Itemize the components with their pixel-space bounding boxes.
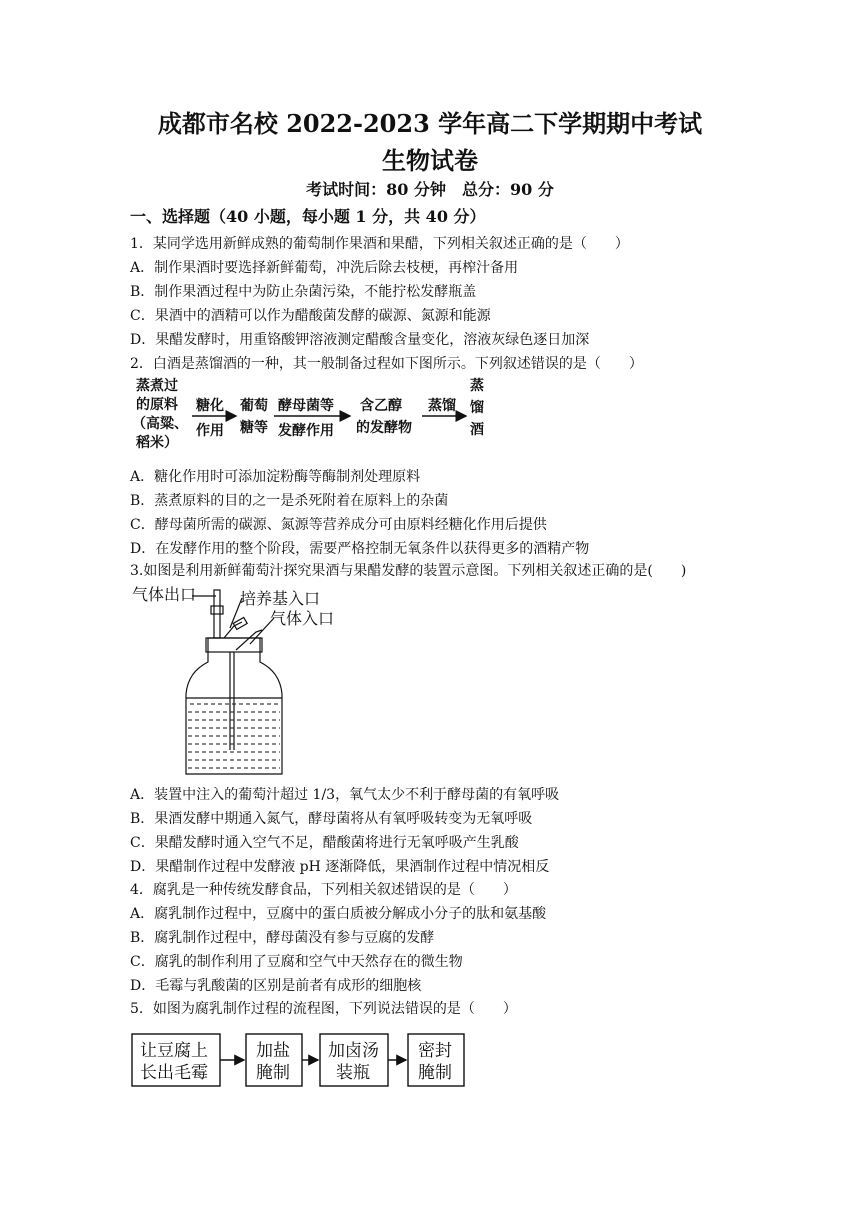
q5-stem: 5．如图为腐乳制作过程的流程图，下列说法错误的是（ ）: [130, 1001, 517, 1017]
flow-step1-top: 糖化: [196, 398, 224, 414]
q1-option-c: C．果酒中的酒精可以作为醋酸菌发酵的碳源、氮源和能源: [130, 308, 491, 324]
q4-option-a: A．腐乳制作过程中，豆腐中的蛋白质被分解成小分子的肽和氨基酸: [130, 906, 547, 922]
exam-title: 成都市名校 2022-2023 学年高二下学期期中考试: [157, 109, 703, 138]
q4-option-c: C．腐乳的制作利用了豆腐和空气中天然存在的微生物: [130, 954, 463, 970]
distillation-flow-diagram: [132, 374, 492, 460]
flow-box-2-line1: 加盐: [256, 1041, 290, 1061]
fermentation-apparatus-diagram: [130, 582, 360, 778]
flow-start-line3: （高粱、: [132, 416, 188, 432]
q2-option-c: C．酵母菌所需的碳源、氮源等营养成分可由原料经糖化作用后提供: [130, 517, 547, 533]
q3-option-d: D．果醋制作过程中发酵液 pH 逐渐降低，果酒制作过程中情况相反: [130, 859, 550, 875]
flow-box-1-line1: 让豆腐上: [140, 1041, 208, 1061]
q4-option-b: B．腐乳制作过程中，酵母菌没有参与豆腐的发酵: [130, 930, 435, 946]
flow-box-2-line2: 腌制: [256, 1063, 290, 1083]
flow-box-4-line1: 密封: [418, 1041, 452, 1061]
flow-box-3-line2: 装瓶: [336, 1063, 370, 1083]
q1-option-d: D．果醋发酵时，用重铬酸钾溶液测定醋酸含量变化，溶液灰绿色逐日加深: [130, 332, 590, 348]
medium-inlet-label: 培养基入口: [240, 589, 321, 608]
flow-box-3-line1: 加卤汤: [328, 1041, 379, 1061]
gas-inlet-submerged-tube: [230, 652, 234, 750]
flow-mid2-line1: 含乙醇: [360, 398, 402, 414]
q3-stem: 3.如图是利用新鲜葡萄汁探究果酒与果醋发酵的装置示意图。下列相关叙述正确的是( ): [130, 563, 687, 579]
flow-start-line2: 的原料: [136, 397, 178, 413]
q4-stem: 4．腐乳是一种传统发酵食品，下列相关叙述错误的是（ ）: [130, 882, 517, 898]
gas-outlet-clamp: [211, 606, 223, 614]
flow-mid2-line2: 的发酵物: [356, 420, 412, 436]
exam-subject: 生物试卷: [382, 146, 478, 175]
flow-box-4-line2: 腌制: [418, 1063, 452, 1083]
section-heading: 一、选择题（40 小题，每小题 1 分，共 40 分）: [130, 207, 486, 226]
exam-info: 考试时间：80 分钟 总分：90 分: [306, 180, 554, 199]
q2-option-b: B．蒸煮原料的目的之一是杀死附着在原料上的杂菌: [130, 493, 449, 509]
q1-stem: 1．某同学选用新鲜成熟的葡萄制作果酒和果醋，下列相关叙述正确的是（ ）: [130, 236, 629, 252]
q4-option-d: D．毛霉与乳酸菌的区别是前者有成形的细胞核: [130, 978, 422, 994]
flow-start-line4: 稻米）: [136, 435, 178, 451]
flow-mid1-line2: 糖等: [240, 420, 268, 436]
q3-option-c: C．果醋发酵时通入空气不足，醋酸菌将进行无氧呼吸产生乳酸: [130, 835, 519, 851]
q2-option-a: A．糖化作用时可添加淀粉酶等酶制剂处理原料: [130, 469, 421, 485]
flow-box-1-line2: 长出毛霉: [140, 1063, 208, 1083]
flow-step3-top: 蒸馏: [428, 398, 456, 414]
flow-step2-top: 酵母菌等: [278, 398, 334, 414]
q1-option-a: A．制作果酒时要选择新鲜葡萄，冲洗后除去枝梗，再榨汁备用: [130, 260, 519, 276]
q3-option-a: A．装置中注入的葡萄汁超过 1/3，氧气太少不利于酵母菌的有氧呼吸: [130, 787, 560, 803]
q2-stem: 2．白酒是蒸馏酒的一种，其一般制备过程如下图所示。下列叙述错误的是（ ）: [130, 356, 643, 372]
gas-inlet-tube: [236, 630, 262, 650]
q3-option-b: B．果酒发酵中期通入氮气，酵母菌将从有氧呼吸转变为无氧呼吸: [130, 811, 533, 827]
q2-option-d: D．在发酵作用的整个阶段，需要严格控制无氧条件以获得更多的酒精产物: [130, 541, 590, 557]
flow-step2-bottom: 发酵作用: [278, 423, 334, 439]
flow-end-2: 馏: [470, 400, 484, 416]
gas-outlet-label: 气体出口: [132, 585, 197, 604]
flow-end-1: 蒸: [470, 378, 484, 394]
flow-mid1-line1: 葡萄: [240, 398, 268, 414]
furu-flow-diagram: [130, 1030, 470, 1090]
flow-end-3: 酒: [470, 422, 484, 438]
flow-step1-bottom: 作用: [196, 423, 224, 439]
gas-inlet-label: 气体入口: [270, 609, 335, 628]
q1-option-b: B．制作果酒过程中为防止杂菌污染，不能拧松发酵瓶盖: [130, 284, 477, 300]
flow-start-line1: 蒸煮过: [136, 378, 178, 394]
medium-inlet-tube: [224, 622, 242, 638]
